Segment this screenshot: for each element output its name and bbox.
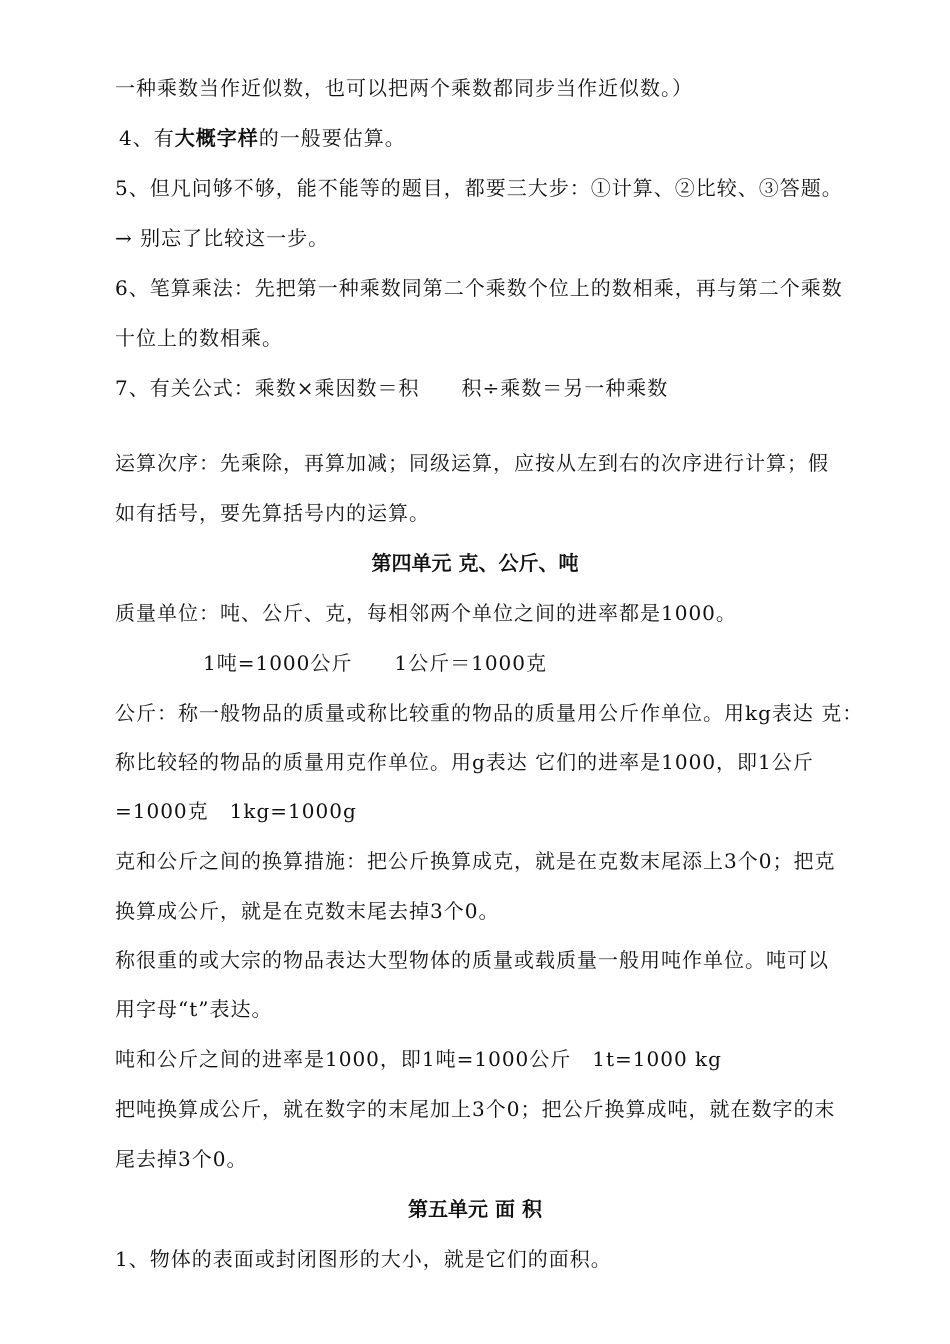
section-heading-unit-5: 第五单元 面 积 [408,1197,542,1221]
text-line-12: 公斤：称一般物品的质量或称比较重的物品的质量用公斤作单位。用kg表达 克： [115,701,864,725]
text-line-8: 运算次序：先乘除，再算加减；同级运算，应按从左到右的次序进行计算；假 [115,451,829,475]
text-line-15: 克和公斤之间的换算措施：把公斤换算成克，就是在克数末尾添上3个0；把克 [115,849,836,873]
text-line-18: 用字母“t”表达。 [115,997,273,1021]
text-line-21: 尾去掉3个0。 [115,1147,248,1171]
text-line-19: 吨和公斤之间的进率是1000，即1吨=1000公斤 1t=1000 kg [115,1047,722,1071]
text-line-10: 质量单位：吨、公斤、克，每相邻两个单位之间的进率都是1000。 [115,601,737,625]
text-line-14: =1000克 1kg=1000g [115,799,357,823]
text-line-9: 如有括号，要先算括号内的运算。 [115,501,430,525]
text-line-20: 把吨换算成公斤，就在数字的末尾加上3个0；把公斤换算成吨，就在数字的末 [115,1097,836,1121]
text-line-2-bold: 大概字样 [174,126,259,150]
text-line-17: 称很重的或大宗的物品表达大型物体的质量或载质量一般用吨作单位。吨可以 [115,948,829,972]
section-heading-unit-4: 第四单元 克、公斤、吨 [371,551,579,575]
text-line-13: 称比较轻的物品的质量用克作单位。用g表达 它们的进率是1000，即1公斤 [115,750,814,774]
text-line-2-suffix: 的一般要估算。 [258,126,406,150]
text-line-7: 7、有关公式：乘数×乘因数＝积 积÷乘数＝另一种乘数 [115,376,669,400]
text-line-3: 5、但凡问够不够，能不能等的题目，都要三大步：①计算、②比较、③答题。 [115,176,843,200]
text-line-22: 1、物体的表面或封闭图形的大小，就是它们的面积。 [115,1247,612,1271]
text-line-11: 1吨=1000公斤 1公斤＝1000克 [203,651,548,675]
text-line-6: 十位上的数相乘。 [115,326,283,350]
text-line-4: → 别忘了比较这一步。 [115,226,330,250]
text-line-5: 6、笔算乘法：先把第一种乘数同第二个乘数个位上的数相乘，再与第二个乘数 [115,276,843,300]
text-line-2-prefix: 4、有 [119,126,175,150]
text-line-16: 换算成公斤，就是在克数末尾去掉3个0。 [115,899,500,923]
text-line-2 [119,124,406,152]
text-line-1: 一种乘数当作近似数，也可以把两个乘数都同步当作近似数。） [115,76,693,100]
